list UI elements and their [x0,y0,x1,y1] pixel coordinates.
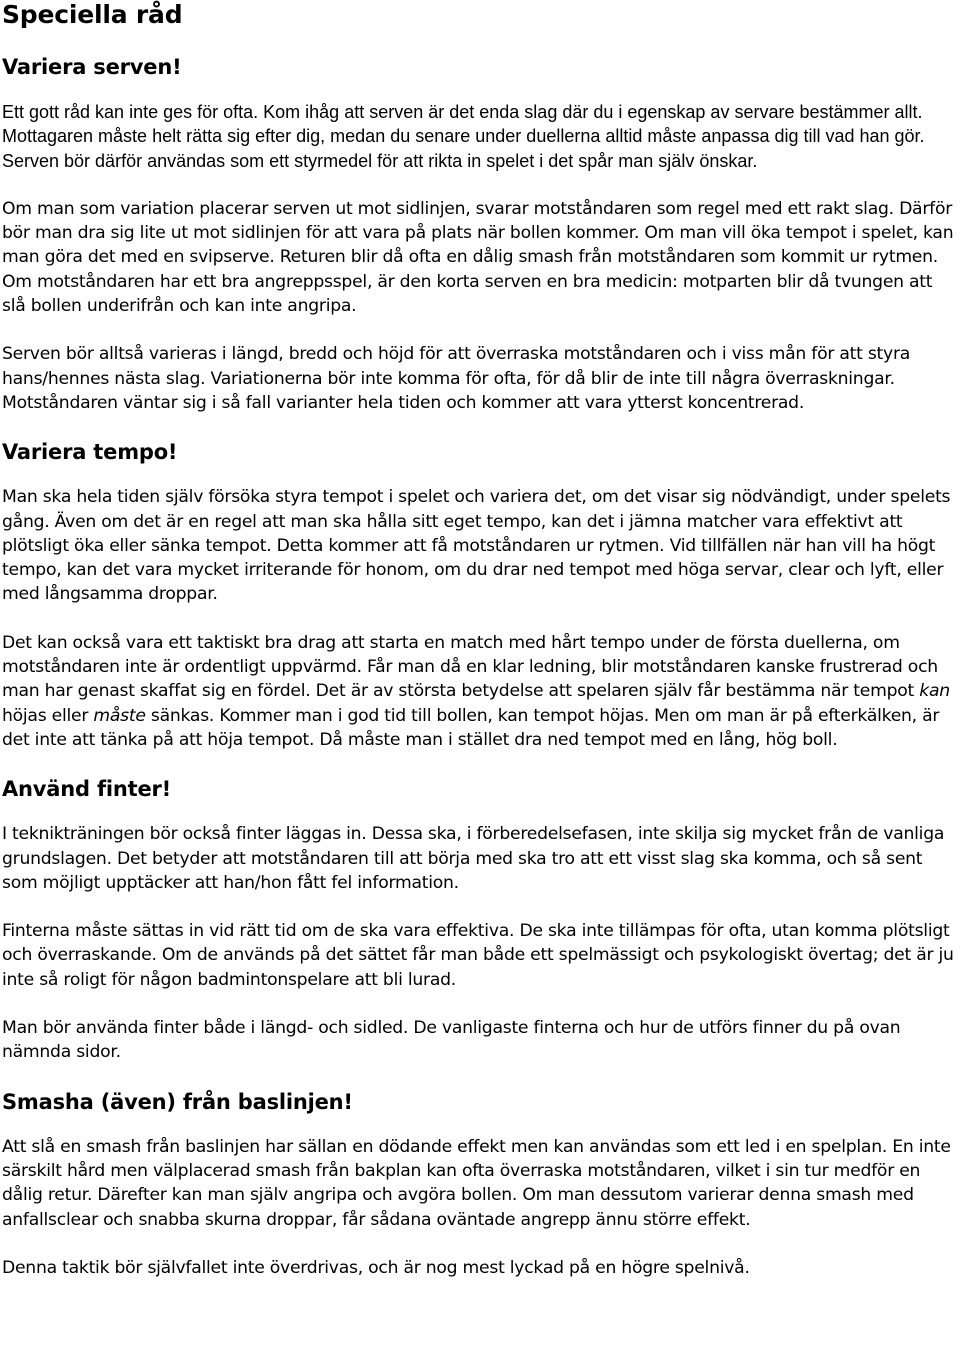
paragraph: Om man som variation placerar serven ut mot sidlinjen, svarar motståndaren som regel med ett rakt slag. Därför bör man dra sig lite ut mot sidlinjen för att vara på plats när bollen kommer. Om man vill öka tempot i spelet, kan man göra det med en svipserve. Returen blir då ofta en dålig smash från motståndaren som kommit ur rytmen. Om motståndaren har ett bra angreppsspel, är den korta serven en bra medicin: motparten blir då tvungen att slå bollen underifrån och kan inte angripa. [2,198,954,317]
text-run: sänkas. Kommer man i god tid till bollen, kan tempot höjas. Men om man är på efterkälken, är det inte att tänka på att höja tempot. Då måste man i stället dra ned tempot med en lång, hög boll. [2,705,940,750]
section-heading-serve: Variera serven! [2,55,182,79]
paragraph [2,631,958,752]
emphasis-text: måste [93,705,146,726]
paragraph: Denna taktik bör självfallet inte överdrivas, och är nog mest lyckad på en högre spelnivå. [2,1257,750,1278]
page-title: Speciella råd [2,0,183,29]
paragraph: Att slå en smash från baslinjen har sällan en dödande effekt men kan användas som ett led i en spelplan. En inte särskilt hård men välplacerad smash från bakplan kan ofta överraska motståndaren, vilket i sin tur medför en dålig retur. Därefter kan man själv angripa och avgöra bollen. Om man dessutom varierar denna smash med anfallsclear och snabba skurna droppar, får sådana oväntade angrepp ännu större effekt. [2,1136,951,1230]
paragraph: Man ska hela tiden själv försöka styra tempot i spelet och variera det, om det visar sig nödvändigt, under spelets gång. Även om det är en regel att man ska hålla sitt eget tempo, kan det i jämna matcher vara effektivt att plötsligt öka eller sänka tempot. Detta kommer att få motståndaren ur rytmen. Vid tillfällen när han vill ha högt tempo, kan det vara mycket irriterande för honom, om du drar ned tempot med höga servar, clear och lyft, eller med långsamma droppar. [2,487,951,605]
paragraph: Ett gott råd kan inte ges för ofta. Kom ihåg att serven är det enda slag där du i egenskap av servare bestämmer allt. Mottagaren måste helt rätta sig efter dig, medan du senare under duellerna alltid måste anpassa dig till vad han gör. Serven bör därför användas som ett styrmedel för att rikta in spelet i det spår man själv önskar. [2,102,925,171]
paragraph: Serven bör alltså varieras i längd, bredd och höjd för att överraska motståndaren och i viss mån för att styra hans/hennes nästa slag. Variationerna bör inte komma för ofta, för då blir de inte till några överraskningar. Motståndaren väntar sig i så fall varianter hela tiden och kommer att vara ytterst koncentrerad. [2,344,911,413]
text-run: höjas eller [2,705,94,726]
emphasis-text: kan [919,681,950,702]
section-heading-smash: Smasha (även) från baslinjen! [2,1089,353,1114]
paragraph: Finterna måste sättas in vid rätt tid om de ska vara effektiva. De ska inte tillämpas för ofta, utan komma plötsligt och överraskande. Om de används på det sättet får man både ett spelmässigt och psykologiskt övertag; det är ju inte så roligt för någon badmintonspelare att bli lurad. [2,921,954,990]
section-heading-tempo: Variera tempo! [2,440,178,465]
paragraph: I teknikträningen bör också finter läggas in. Dessa ska, i förberedelsefasen, inte skilja sig mycket från de vanliga grundslagen. Det betyder att motståndaren till att börja med ska tro att ett visst slag ska komma, och så sent som möjligt upptäcker att han/hon fått fel information. [2,824,945,893]
section-heading-feints: Använd finter! [2,777,172,802]
text-run: Det kan också vara ett taktiskt bra drag att starta en match med hårt tempo under de första duellerna, om motståndaren inte är ordentligt uppvärmd. Får man då en klar ledning, blir motståndaren kanske frustrerad och man har genast skaffat sig en fördel. Det är av största betydelse att spelaren själv får bestämma när tempot [2,632,938,702]
paragraph: Man bör använda finter både i längd- och sidled. De vanligaste finterna och hur de utförs finner du på ovan nämnda sidor. [2,1018,901,1063]
